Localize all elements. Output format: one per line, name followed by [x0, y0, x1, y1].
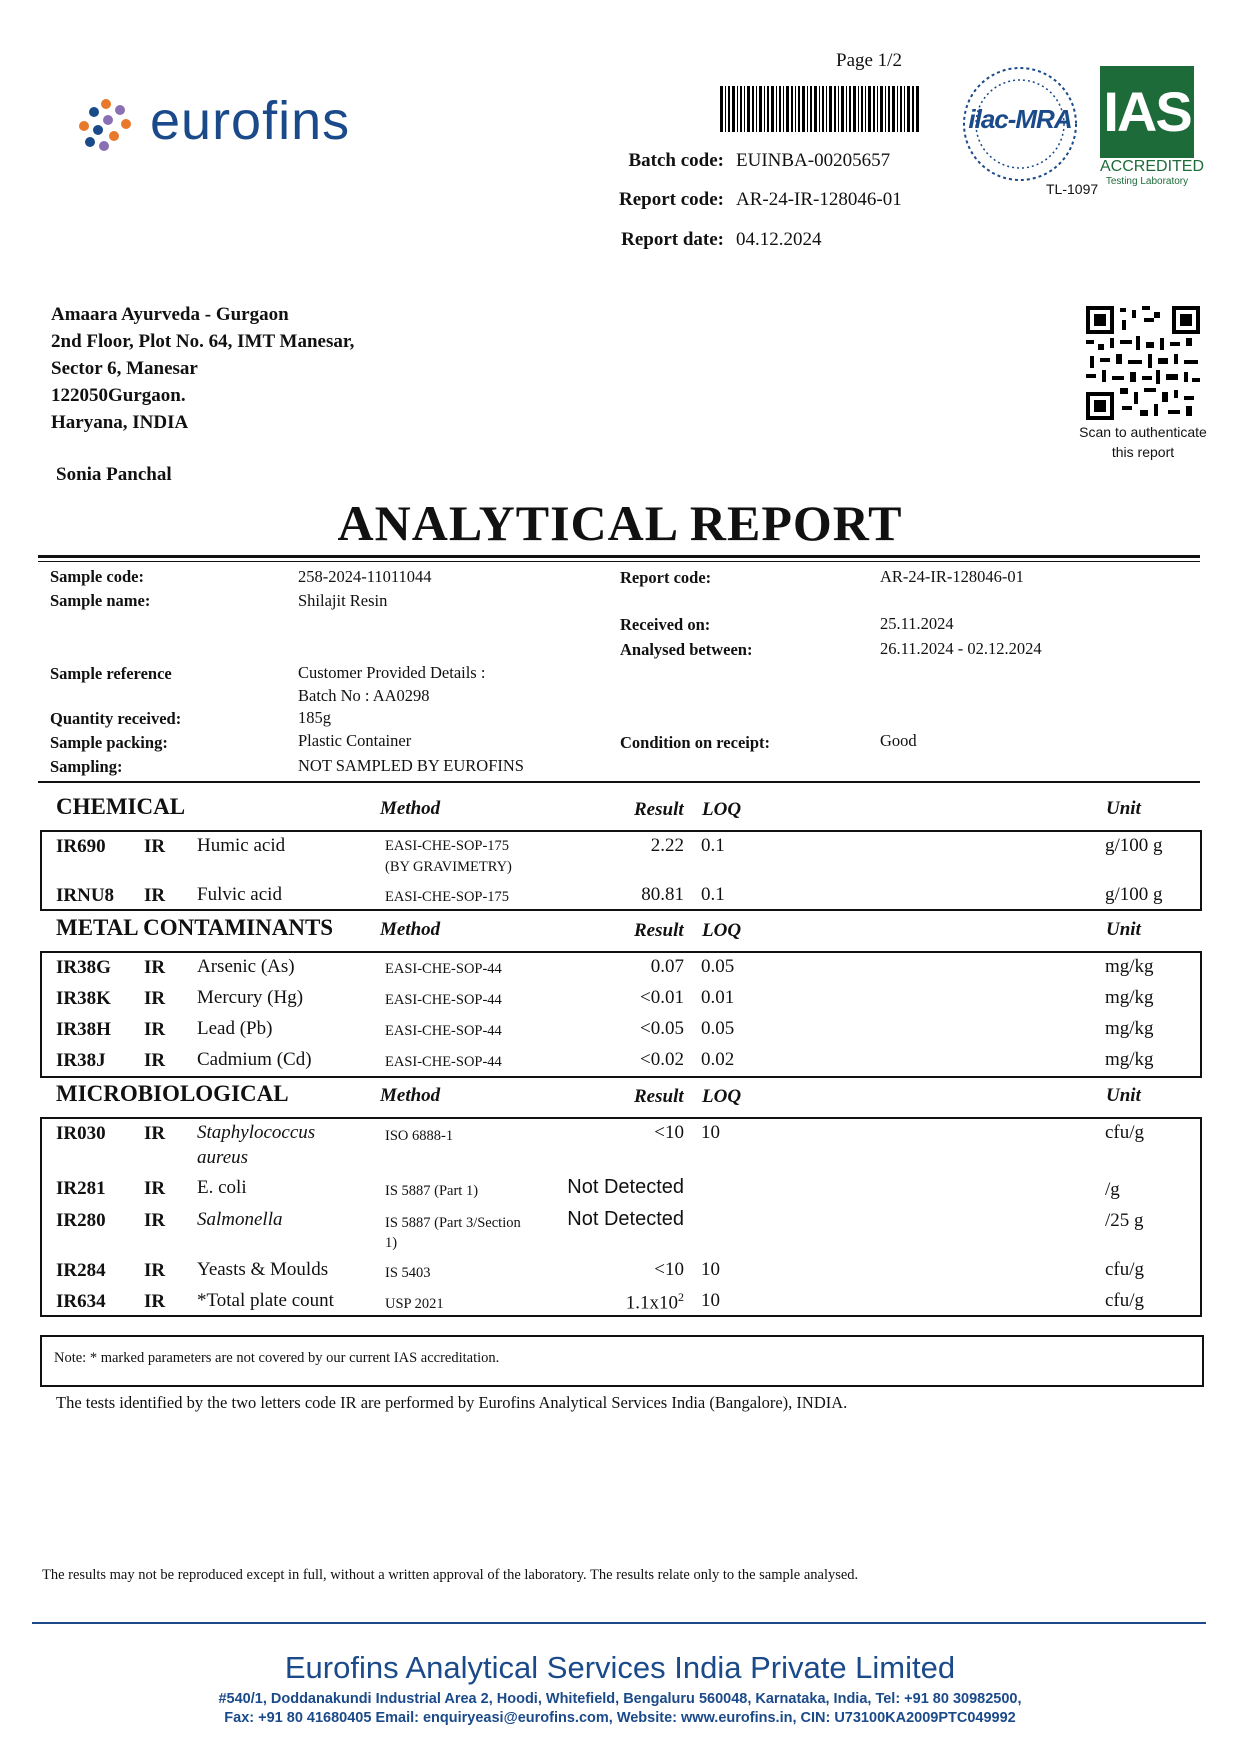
- row-code: IR280: [56, 1210, 106, 1231]
- row-result: <10: [654, 1259, 684, 1280]
- row-unit: /g: [1105, 1179, 1120, 1200]
- analysed-between-label: Analysed between:: [620, 640, 753, 659]
- row-unit: cfu/g: [1105, 1259, 1145, 1280]
- row-code: IR38J: [56, 1050, 106, 1071]
- condition-label: Condition on receipt:: [620, 733, 771, 752]
- report-date-value: 04.12.2024: [736, 229, 822, 250]
- address-line-2: 2nd Floor, Plot No. 64, IMT Manesar,: [51, 331, 355, 352]
- row-method: IS 5403: [385, 1265, 431, 1281]
- row-method: EASI-CHE-SOP-44: [385, 1054, 502, 1070]
- accreditation-note: Note: * marked parameters are not covered by our current IAS accreditation.: [40, 1335, 1204, 1387]
- col-loq-metal: LOQ: [702, 920, 742, 941]
- report-code-value: AR-24-IR-128046-01: [880, 567, 1024, 586]
- row-unit: cfu/g: [1105, 1290, 1145, 1311]
- row-parameter: Mercury (Hg): [197, 987, 304, 1008]
- row-result: <10: [654, 1122, 684, 1143]
- page-title: ANALYTICAL REPORT: [337, 495, 903, 551]
- row-unit: cfu/g: [1105, 1122, 1145, 1143]
- qr-code: [1086, 306, 1200, 420]
- sample-packing-label: Sample packing:: [50, 733, 168, 752]
- row-unit: /25 g: [1105, 1210, 1144, 1231]
- sample-info-rule: [38, 781, 1200, 783]
- row-code: IR690: [56, 836, 106, 857]
- condition-value: Good: [880, 731, 917, 750]
- col-loq-micro: LOQ: [702, 1086, 742, 1107]
- logo-wordmark: eurofins: [150, 91, 351, 151]
- row-code: IR38H: [56, 1019, 111, 1040]
- row-result: <0.05: [640, 1018, 684, 1039]
- row-method-line-2: 1): [385, 1235, 398, 1251]
- col-result-metal: Result: [634, 920, 684, 941]
- row-code: IRNU8: [56, 885, 115, 906]
- report-date-label: Report date:: [621, 229, 724, 250]
- col-method-metal: Method: [380, 919, 441, 940]
- col-result-chemical: Result: [634, 799, 684, 820]
- received-on-label: Received on:: [620, 615, 711, 634]
- row-lab: IR: [144, 1019, 166, 1040]
- sample-code-value: 258-2024-11011044: [298, 567, 432, 586]
- row-lab: IR: [144, 1291, 166, 1312]
- address-line-4: 122050Gurgaon.: [51, 385, 186, 406]
- row-parameter: E. coli: [197, 1177, 247, 1198]
- footer-address-1: #540/1, Doddanakundi Industrial Area 2, Hoodi, Whitefield, Bengaluru 560048, Karnataka, India, Tel: +91 80 30982500,: [218, 1691, 1022, 1707]
- row-lab: IR: [144, 1050, 166, 1071]
- row-code: IR281: [56, 1178, 106, 1199]
- section-title-micro: MICROBIOLOGICAL: [56, 1081, 289, 1106]
- row-method: USP 2021: [385, 1296, 444, 1312]
- row-loq: 0.05: [701, 1018, 735, 1039]
- qr-caption-line-2: this report: [1111, 444, 1175, 460]
- row-method: EASI-CHE-SOP-44: [385, 992, 502, 1008]
- row-result: 2.22: [650, 835, 684, 856]
- row-unit: g/100 g: [1105, 835, 1163, 856]
- ilac-mra-seal: [960, 64, 1080, 184]
- row-parameter: Staphylococcus: [197, 1122, 316, 1143]
- row-unit: g/100 g: [1105, 884, 1163, 905]
- row-result: 0.07: [650, 956, 684, 977]
- report-code-label: Report code:: [620, 568, 712, 587]
- row-result-base: 1.1x10: [625, 1292, 678, 1314]
- sampling-value: NOT SAMPLED BY EUROFINS: [298, 756, 524, 775]
- row-lab: IR: [144, 957, 166, 978]
- row-code: IR030: [56, 1123, 106, 1144]
- row-parameter: Salmonella: [197, 1209, 283, 1230]
- row-method-line-2: (BY GRAVIMETRY): [385, 859, 512, 875]
- row-lab: IR: [144, 836, 166, 857]
- row-method: IS 5887 (Part 3/Section: [385, 1215, 521, 1231]
- row-parameter: *Total plate count: [197, 1290, 334, 1311]
- customer-contact: Sonia Panchal: [56, 464, 172, 485]
- row-code: IR284: [56, 1260, 106, 1281]
- received-on-value: 25.11.2024: [880, 614, 954, 633]
- row-lab: IR: [144, 1210, 166, 1231]
- row-loq: 10: [701, 1122, 720, 1143]
- row-loq: 0.02: [701, 1049, 735, 1070]
- page-number: Page 1/2: [836, 50, 902, 71]
- row-result: <0.02: [640, 1049, 684, 1070]
- row-result: <0.01: [640, 987, 684, 1008]
- row-lab: IR: [144, 1178, 166, 1199]
- col-loq-chemical: LOQ: [702, 799, 742, 820]
- sample-name-label: Sample name:: [50, 591, 151, 610]
- row-loq: 0.05: [701, 956, 735, 977]
- col-method-micro: Method: [380, 1085, 441, 1106]
- row-parameter: Yeasts & Moulds: [197, 1259, 329, 1280]
- row-parameter: Fulvic acid: [197, 884, 282, 905]
- row-parameter: Humic acid: [197, 835, 286, 856]
- row-loq: 10: [701, 1259, 720, 1280]
- sample-reference-label: Sample reference: [50, 664, 172, 683]
- sample-packing-value: Plastic Container: [298, 731, 412, 750]
- col-unit-chemical: Unit: [1106, 798, 1141, 819]
- qr-caption-line-1: Scan to authenticate: [1079, 424, 1207, 440]
- row-result-exponent: 2: [678, 1290, 684, 1304]
- title-rule-thick: [38, 555, 1200, 558]
- qr-caption: [1050, 422, 1236, 462]
- sample-reference-line-1: Customer Provided Details :: [298, 663, 486, 682]
- row-unit: mg/kg: [1105, 1049, 1154, 1070]
- row-code: IR634: [56, 1291, 106, 1312]
- address-line-5: Haryana, INDIA: [51, 412, 189, 433]
- tl-number: TL-1097: [1046, 181, 1099, 197]
- row-method: EASI-CHE-SOP-44: [385, 961, 502, 977]
- row-parameter-line-2: aureus: [197, 1147, 249, 1168]
- row-unit: mg/kg: [1105, 956, 1154, 977]
- row-parameter: Lead (Pb): [197, 1018, 273, 1039]
- row-result: 80.81: [641, 884, 684, 905]
- col-result-micro: Result: [634, 1086, 684, 1107]
- title-rule-thin: [38, 561, 1200, 562]
- batch-code-label: Batch code:: [628, 150, 724, 171]
- row-loq: 0.01: [701, 987, 735, 1008]
- row-method: IS 5887 (Part 1): [385, 1183, 479, 1199]
- row-code: IR38K: [56, 988, 111, 1009]
- ir-statement: The tests identified by the two letters code IR are performed by Eurofins Analytical Services India (Bangalore), INDIA.: [56, 1393, 848, 1412]
- footer-address-2: Fax: +91 80 41680405 Email: enquiryeasi@eurofins.com, Website: www.eurofins.in, CIN: U73100KA2009PTC049992: [224, 1710, 1016, 1726]
- sample-code-label: Sample code:: [50, 567, 144, 586]
- row-lab: IR: [144, 885, 166, 906]
- address-line-1: Amaara Ayurveda - Gurgaon: [51, 304, 289, 325]
- row-loq: 0.1: [701, 835, 725, 856]
- row-lab: IR: [144, 1260, 166, 1281]
- header-report-code-label: Report code:: [619, 189, 724, 210]
- row-method: EASI-CHE-SOP-175: [385, 889, 510, 905]
- row-parameter: Arsenic (As): [197, 956, 295, 977]
- row-lab: IR: [144, 988, 166, 1009]
- sample-reference-line-2: Batch No : AA0298: [298, 686, 430, 705]
- sampling-label: Sampling:: [50, 757, 123, 776]
- col-unit-micro: Unit: [1106, 1085, 1141, 1106]
- quantity-received-label: Quantity received:: [50, 709, 182, 728]
- row-method: ISO 6888-1: [385, 1128, 454, 1144]
- ias-testing-lab: Testing Laboratory: [1105, 176, 1189, 187]
- row-parameter: Cadmium (Cd): [197, 1049, 312, 1070]
- batch-code-value: EUINBA-00205657: [736, 150, 891, 171]
- row-unit: mg/kg: [1105, 987, 1154, 1008]
- row-loq: 0.1: [701, 884, 725, 905]
- customer-address: [51, 301, 354, 436]
- row-code: IR38G: [56, 957, 111, 978]
- ias-accredited: ACCREDITED: [1100, 158, 1205, 175]
- eurofins-logo: [76, 91, 376, 156]
- sample-name-value: Shilajit Resin: [298, 591, 388, 610]
- section-title-metal: METAL CONTAMINANTS: [56, 915, 334, 940]
- row-loq: 10: [701, 1290, 720, 1311]
- eurofins-dots-icon: [76, 98, 136, 154]
- barcode: [720, 86, 920, 132]
- address-line-3: Sector 6, Manesar: [51, 358, 198, 379]
- row-method: EASI-CHE-SOP-175: [385, 838, 510, 854]
- row-result: Not Detected: [567, 1208, 684, 1230]
- analysed-between-value: 26.11.2024 - 02.12.2024: [880, 639, 1042, 658]
- ias-logo-text: IAS: [1100, 66, 1194, 158]
- header-report-code-value: AR-24-IR-128046-01: [736, 189, 902, 210]
- footer-rule: [32, 1622, 1206, 1624]
- row-result: [584, 1290, 684, 1314]
- col-unit-metal: Unit: [1106, 919, 1141, 940]
- section-title-chemical: CHEMICAL: [56, 794, 186, 819]
- col-method-chemical: Method: [380, 798, 441, 819]
- ilac-text: ilac-MRA: [968, 104, 1072, 134]
- row-lab: IR: [144, 1123, 166, 1144]
- row-unit: mg/kg: [1105, 1018, 1154, 1039]
- ias-badge: [1100, 66, 1205, 192]
- quantity-received-value: 185g: [298, 708, 331, 727]
- row-method: EASI-CHE-SOP-44: [385, 1023, 502, 1039]
- footer-company: Eurofins Analytical Services India Private Limited: [284, 1650, 956, 1685]
- disclaimer: The results may not be reproduced except in full, without a written approval of the laboratory. The results relate only to the sample analysed.: [42, 1567, 859, 1583]
- row-result: Not Detected: [567, 1176, 684, 1198]
